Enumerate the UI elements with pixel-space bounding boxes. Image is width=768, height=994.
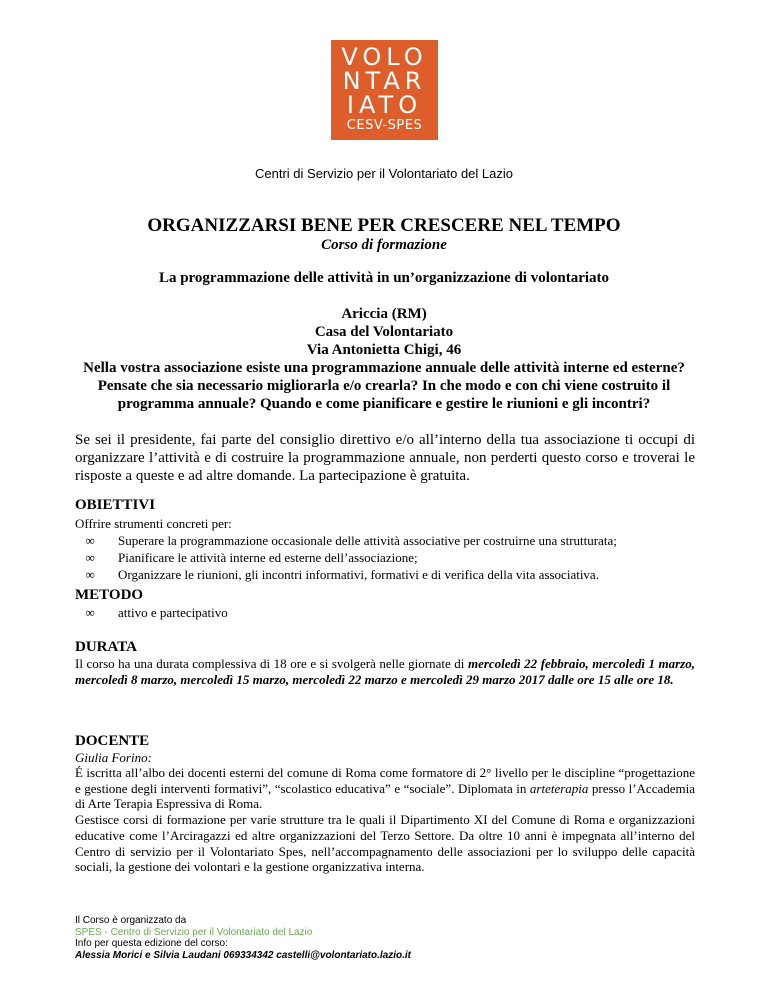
obiettivi-list — [80, 532, 617, 583]
list-item-text: attivo e partecipativo — [118, 605, 228, 620]
obiettivi-lead: Offrire strumenti concreti per: — [75, 516, 232, 531]
infinity-bullet-icon: ∞ — [85, 533, 95, 548]
docente-bio-text: É iscritta all’albo dei docenti esterni del comune di Roma come formatore di 2° livello per le discipline “progettazione e gestione degli interventi formativi”, “scolastico educativa” e “sociale”. Diplomata in — [75, 765, 695, 796]
venue-city: Ariccia (RM) — [341, 306, 427, 322]
docente-name: Giulia Forino: — [75, 750, 152, 765]
footer-contacts: Alessia Morici e Silvia Laudani 069334342 castelli@volontariato.lazio.it — [75, 949, 412, 961]
venue-place: Casa del Volontariato — [314, 324, 454, 340]
infinity-bullet-icon: ∞ — [85, 605, 95, 620]
docente-bio-text: presso l’Accademia di Arte Terapia Espressiva di Roma. — [75, 780, 696, 812]
docente-bio-emphasis: arteterapia — [529, 780, 589, 796]
logo-text-row-2: NTAR — [342, 67, 427, 95]
logo-subtitle: CESV-SPES — [346, 118, 423, 133]
logo-text-row-1: VOLO — [341, 43, 428, 71]
durata-text: Il corso ha una durata complessiva di 18 ore e si svolgerà nelle giornate di — [75, 656, 468, 671]
obiettivi-heading: OBIETTIVI — [75, 497, 156, 513]
logo-text-row-3: IATO — [346, 91, 423, 119]
venue-address: Via Antonietta Chigi, 46 — [306, 342, 462, 358]
list-item-text: Pianificare le attività interne ed esterne dell’associazione; — [118, 550, 418, 565]
list-item — [80, 549, 617, 566]
course-title: ORGANIZZARSI BENE PER CRESCERE NEL TEMPO — [147, 215, 621, 236]
metodo-list — [80, 604, 228, 621]
footer-organization: SPES - Centro di Servizio per il Volontariato del Lazio — [75, 926, 313, 938]
footer-line: Info per questa edizione del corso: — [75, 938, 228, 949]
intro-paragraph: Se sei il presidente, fai parte del consiglio direttivo e/o all’interno della tua associazione ti occupi di organizzare l’attività e di costruire la programmazione annuale, non perderti questo corso e troverai le risposte a queste e ad altre domande. La partecipazione è gratuita. — [75, 432, 695, 484]
footer — [75, 915, 411, 961]
questions-paragraph: Nella vostra associazione esiste una programmazione annuale delle attività interne ed esterne? Pensate che sia necessario migliorarla e/o crearla? In che modo e con chi viene costruito il programma annuale? Quando e come pianificare e gestire le riunioni e gli incontri? — [83, 360, 685, 412]
docente-bio-text: Gestisce corsi di formazione per varie strutture tra le quali il Dipartimento XI del Comune di Roma e organizzazioni educative come l’Arciragazzi ed altre organizzazioni del Terzo Settore. Da oltre 10 anni è impegnata all’interno del Centro di servizio per il Volontariato Spes, nell’accompagnamento delle associazioni per lo sviluppo delle capacità sociali, la gestione dei volontari e la gestione organizzativa interna. — [75, 812, 695, 875]
list-item — [80, 566, 617, 583]
infinity-bullet-icon: ∞ — [85, 550, 95, 565]
footer-line: Il Corso è organizzato da — [75, 915, 187, 926]
docente-heading: DOCENTE — [75, 733, 150, 749]
list-item-text: Organizzare le riunioni, gli incontri informativi, formativi e di verifica della vita associativa. — [118, 567, 599, 582]
list-item — [80, 604, 228, 621]
course-topic: La programmazione delle attività in un’organizzazione di volontariato — [158, 270, 610, 286]
docente-bio — [75, 765, 695, 875]
header-caption: Centri di Servizio per il Volontariato del Lazio — [255, 166, 513, 181]
infinity-bullet-icon: ∞ — [85, 567, 95, 582]
list-item — [80, 532, 617, 549]
list-item-text: Superare la programmazione occasionale delle attività associative per costruirne una strutturata; — [118, 533, 617, 548]
durata-paragraph — [75, 656, 695, 688]
durata-dates: mercoledì 22 febbraio, mercoledì 1 marzo, mercoledì 8 marzo, mercoledì 15 marzo, mercoledì 22 marzo e mercoledì 29 marzo 2017 dalle ore 15 alle ore 18. — [75, 656, 695, 687]
metodo-heading: METODO — [75, 587, 144, 603]
durata-heading: DURATA — [75, 639, 137, 655]
volontariato-logo — [331, 40, 438, 140]
course-subtitle: Corso di formazione — [321, 237, 447, 253]
venue-block — [0, 305, 768, 359]
